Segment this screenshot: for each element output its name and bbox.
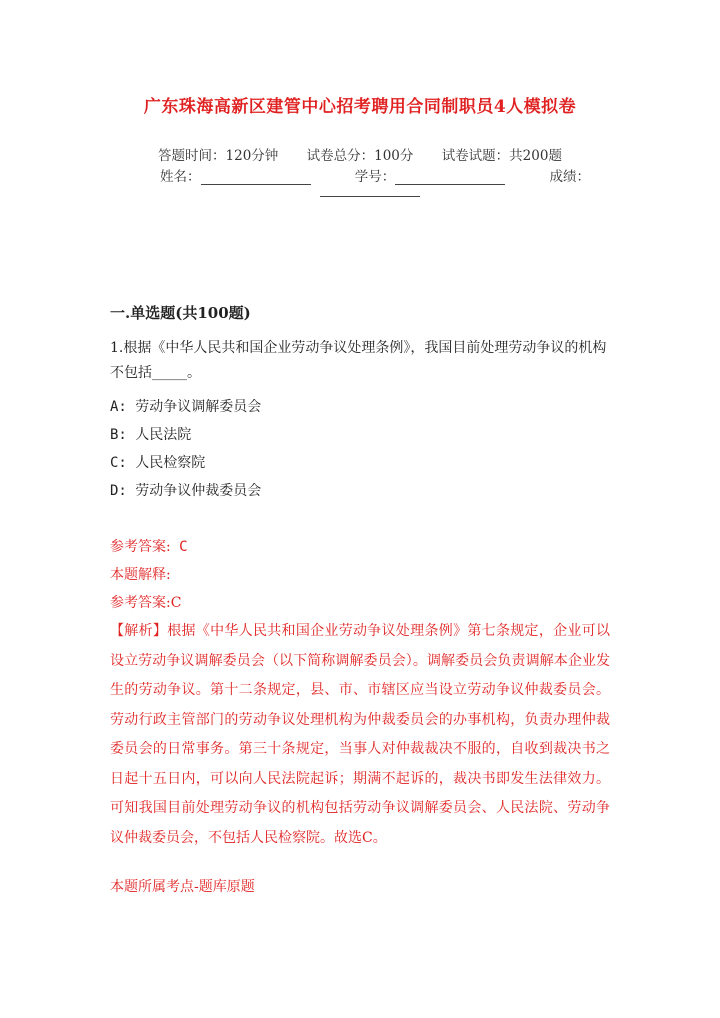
score-label: 成绩： — [549, 169, 590, 185]
option-text: 人民法院 — [135, 427, 192, 443]
question-count: 试卷试题：共200题 — [441, 148, 562, 164]
option-d — [110, 480, 261, 500]
explain-label: 本题解释: — [110, 567, 171, 583]
option-b — [110, 424, 191, 444]
analysis-tag: 【解析】 — [110, 623, 168, 639]
exam-meta-line — [0, 144, 720, 164]
id-field — [355, 165, 506, 185]
exam-title: 广东珠海高新区建管中心招考聘用合同制职员4人模拟卷 — [143, 97, 577, 117]
section-heading: 一.单选题(共100题) — [110, 304, 251, 322]
name-blank — [201, 172, 311, 185]
exam-time: 答题时间：120分钟 — [158, 148, 279, 164]
option-text: 劳动争议调解委员会 — [135, 399, 262, 415]
name-label: 姓名： — [160, 169, 201, 185]
answer-line — [110, 536, 188, 556]
answer-label: 参考答案: — [110, 539, 171, 555]
option-a — [110, 396, 261, 416]
id-label: 学号： — [354, 169, 396, 185]
option-text: 劳动争议仲裁委员会 — [135, 483, 262, 499]
student-info-line — [160, 165, 590, 185]
analysis-text — [110, 617, 610, 853]
option-text: 人民检察院 — [135, 455, 206, 471]
option-letter: B: — [110, 427, 127, 443]
option-letter: D: — [110, 483, 127, 499]
option-c — [110, 452, 205, 472]
answer-repeat: 参考答案:C — [110, 595, 182, 611]
score-blank — [320, 184, 420, 197]
answer-value: C — [179, 539, 188, 555]
question-stem: 1.根据《中华人民共和国企业劳动争议处理条例》，我国目前处理劳动争议的机构不包括_____。 — [110, 340, 607, 381]
analysis-body: 根据《中华人民共和国企业劳动争议处理条例》第七条规定，企业可以设立劳动争议调解委员会（以下简称调解委员会）。调解委员会负责调解本企业发生的劳动争议。第十二条规定，县、市、市辖区应当设立劳动争议仲裁委员会。劳动行政主管部门的劳动争议处理机构为仲裁委员会的办事机构，负责办理仲裁委员会的日常事务。第三十条规定，当事人对仲裁裁决不服的，自收到裁决书之日起十五日内，可以向人民法院起诉；期满不起诉的，裁决书即发生法律效力。可知我国目前处理劳动争议的机构包括劳动争议调解委员会、人民法院、劳动争议仲裁委员会，不包括人民检察院。故选C。 — [110, 623, 611, 846]
name-field — [160, 165, 311, 185]
footer-note: 本题所属考点-题库原题 — [110, 879, 255, 895]
total-score: 试卷总分：100分 — [306, 148, 414, 164]
option-letter: A: — [110, 399, 127, 415]
option-letter: C: — [110, 455, 127, 471]
